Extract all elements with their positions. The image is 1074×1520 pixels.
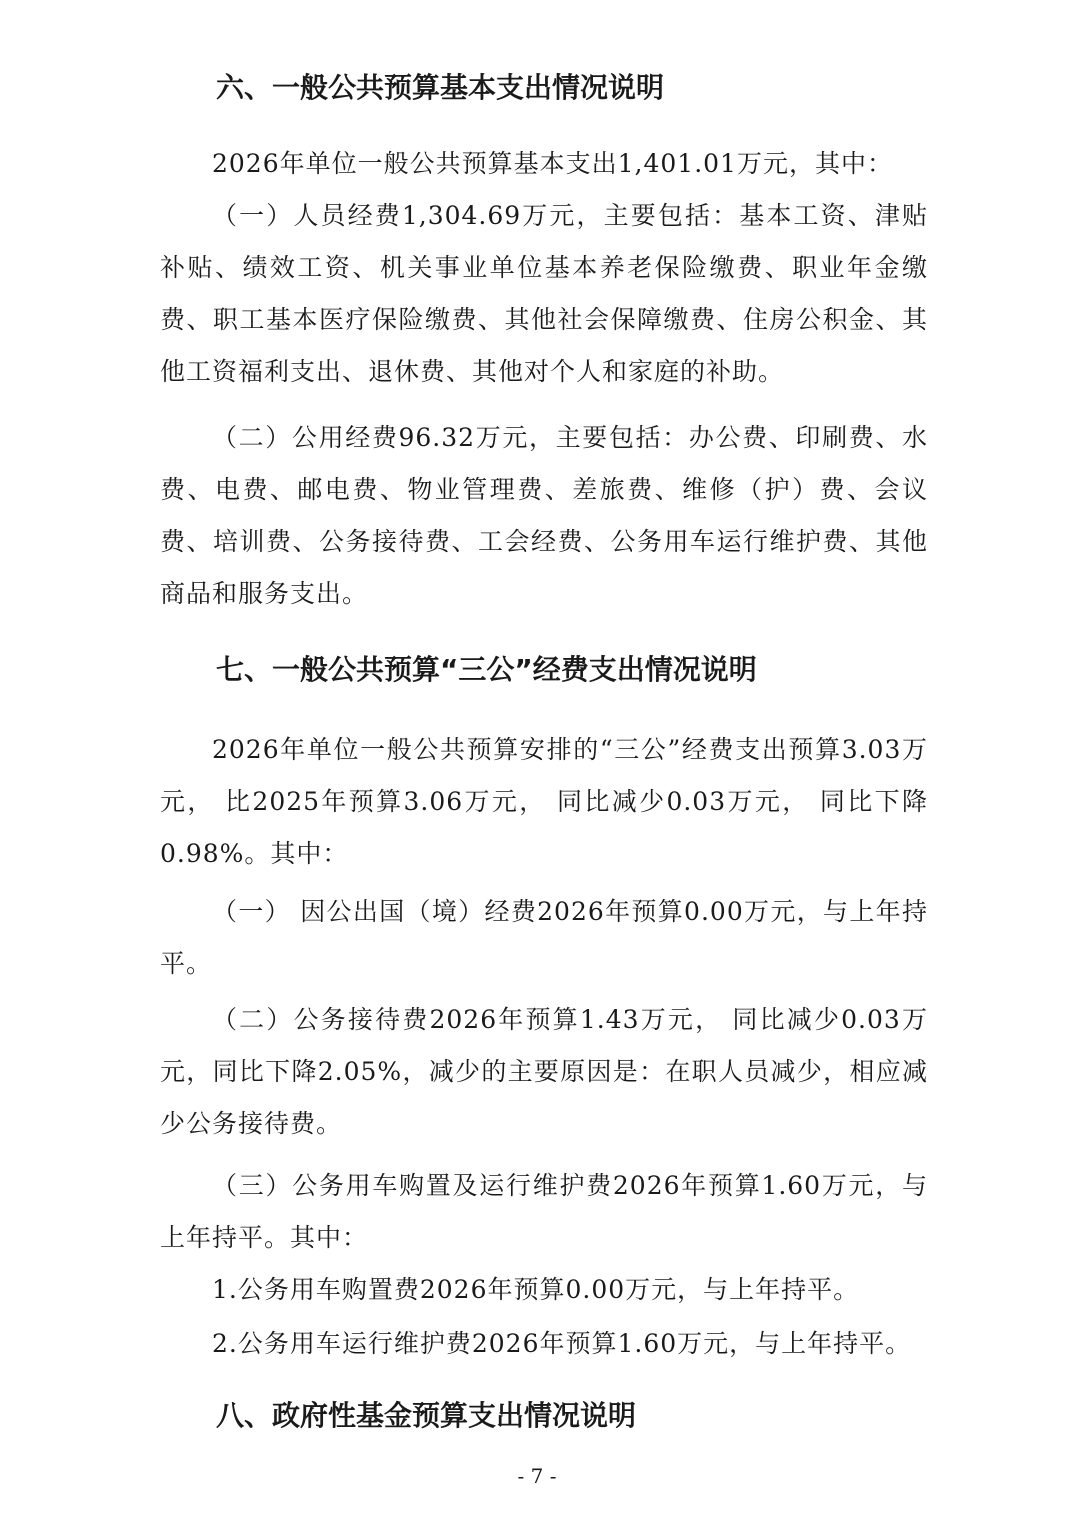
page-number: - 7 - (517, 1464, 557, 1488)
section-6-public-expenses: （二）公用经费96.32万元，主要包括：办公费、印刷费、水费、电费、邮电费、物业管理费、差旅费、维修（护）费、会议费、培训费、公务接待费、工会经费、公务用车运行维护费、其他商品和服务支出。 (160, 423, 928, 608)
section-7-overseas-expenses: （一） 因公出国（境）经费2026年预算0.00万元，与上年持平。 (160, 897, 928, 978)
section-7-vehicle-expenses: （三）公务用车购置及运行维护费2026年预算1.60万元，与上年持平。其中： (160, 1171, 928, 1252)
section-7-vehicle-maintenance: 2.公务用车运行维护费2026年预算1.60万元，与上年持平。 (212, 1329, 912, 1358)
section-6-intro: 2026年单位一般公共预算基本支出1,401.01万元，其中： (212, 149, 893, 178)
section-7-heading: 七、一般公共预算“三公”经费支出情况说明 (216, 653, 757, 686)
section-8-heading: 八、政府性基金预算支出情况说明 (216, 1399, 637, 1432)
section-6-personnel-expenses: （一）人员经费1,304.69万元，主要包括：基本工资、津贴补贴、绩效工资、机关事业单位基本养老保险缴费、职业年金缴费、职工基本医疗保险缴费、其他社会保障缴费、住房公积金、其他工资福利支出、退休费、其他对个人和家庭的补助。 (160, 201, 928, 386)
section-6-heading: 六、一般公共预算基本支出情况说明 (216, 71, 665, 104)
section-7-vehicle-purchase: 1.公务用车购置费2026年预算0.00万元，与上年持平。 (212, 1275, 860, 1304)
section-7-reception-expenses: （二）公务接待费2026年预算1.43万元， 同比减少0.03万元，同比下降2.05%，减少的主要原因是：在职人员减少，相应减少公务接待费。 (160, 1005, 928, 1138)
section-7-intro: 2026年单位一般公共预算安排的“三公”经费支出预算3.03万元， 比2025年预算3.06万元， 同比减少0.03万元， 同比下降0.98%。其中： (160, 735, 928, 868)
